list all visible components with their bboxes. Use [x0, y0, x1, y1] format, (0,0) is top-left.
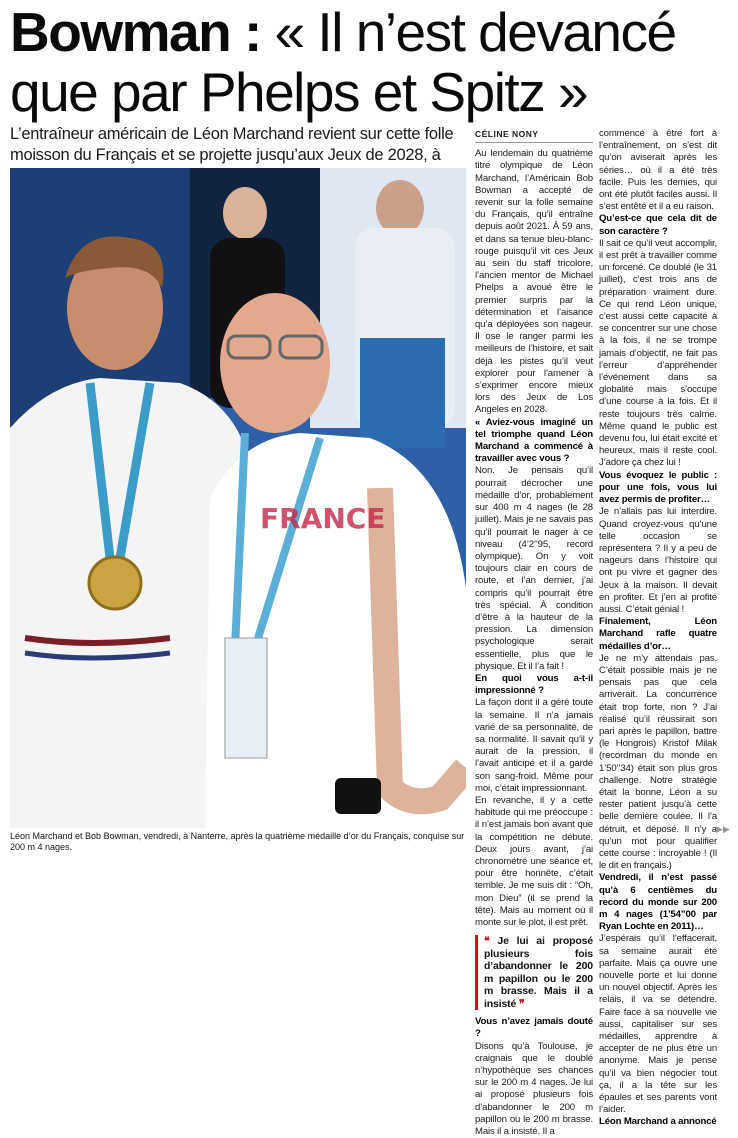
question: Vous n’avez jamais douté ?: [475, 1016, 593, 1040]
pull-quote-text: Je lui ai proposé plusieurs fois d’abandonner le 200 m papillon ou le 200 m brasse. Mais il a insisté: [484, 935, 593, 1010]
paragraph: Au lendemain du quatrième titre olympique de Léon Marchand, l’Américain Bob Bowman a accepté de revenir sur la folle semaine du Français, qu’il entraîne depuis août 2021. À 59 ans, et dans sa tenue bleu-blanc-rouge puisqu’il vit ces Jeux au sein du staff tricolore, l’ancien mentor de Michael Phelps a avoué être le premier surpris par la détermination et l’aisance qu’a déployées son nageur. Il ose le ranger parmi les meilleurs de l’histoire, et sait déjà les pistes qu’il veut explorer pour l’amener à s’exprimer encore mieux lors des Jeux de Los Angeles en 2028.: [475, 148, 593, 416]
open-quote-icon: ❝: [484, 935, 490, 948]
question: Finalement, Léon Marchand rafle quatre médailles d’or…: [599, 616, 717, 652]
headline-quote-line2: que par Phelps et Spitz »: [10, 61, 588, 123]
paragraph: Disons qu’à Toulouse, je craignais que le doublé n’hypothèque ses chances sur le 200 m 4 nages. Je lui ai proposé plusieurs fois d’abandonner le 200 m papillon ou le 200 m brasse. Mais il a insisté. Il a: [475, 1040, 593, 1138]
question: En quoi vous a-t-il impressionné ?: [475, 672, 593, 697]
question: Léon Marchand a annoncé: [599, 1116, 717, 1128]
paragraph: Il sait ce qu’il veut accomplir, il est prêt à travailler comme un forcené. Ce doublé (le 31 juillet), c’est trois ans de préparation vraiment dure. Ce qui rend Léon unique, c’est aussi cette capacité à se concentrer sur une chose à la fois, il ne se trompe jamais d’objectif, ne fait pas l’erreur d’appréhender l’événement dans sa globalité mais s’occupe d’une course à la fois. Et il reste toujours très calme. Même quand le public est devenu fou, lui était excité et heureux, mais il reste cool. J’adore ça chez lui !: [599, 237, 717, 469]
photo-caption: Léon Marchand et Bob Bowman, vendredi, à Nanterre, après la quatrième médaille d’or du Français, conquise sur 200 m 4 nages.: [10, 831, 465, 852]
question: Qu’est-ce que cela dit de son caractère ?: [599, 213, 717, 237]
question: Vendredi, il n’est passé qu’à 6 centièmes du record du monde sur 200 m 4 nages (1’54’’00 par Ryan Lochte en 2011)…: [599, 872, 717, 933]
headline: [10, 2, 735, 122]
pull-quote: [475, 935, 593, 1010]
headline-name: Bowman :: [10, 1, 261, 63]
paragraph: commencé à être fort à l’entraînement, on s’est dit qu’on aviserait après les séries… où il a été très facile. Puis les demies, qui ont été plutôt faciles aussi. Il s’est entêté et il a eu raison.: [599, 128, 717, 213]
paragraph: La façon dont il a géré toute la semaine. Il n’a jamais varié de sa personnalité, de sa normalité. Il savait qu’il y aurait de la pression, il l’avait anticipé et il a gardé son sang-froid. Même pour moi, c’était impressionnant.: [475, 697, 593, 794]
continue-arrow-icon[interactable]: ▶▶: [716, 824, 730, 834]
photo-illustration: [10, 168, 466, 828]
article-column-2: [599, 128, 717, 1129]
close-quote-icon: ❞: [519, 997, 525, 1010]
author-byline: CÉLINE NONY: [475, 128, 593, 143]
standfirst: L’entraîneur américain de Léon Marchand revient sur cette folle moisson du Français et se projette jusqu’aux Jeux de 2028, à: [10, 125, 454, 164]
question: « Aviez-vous imaginé un tel triomphe quand Léon Marchand a commencé à travailler avec vous ?: [475, 416, 593, 465]
shirt-badge-text: FRANCE: [260, 502, 386, 535]
paragraph: En revanche, il y a cette habitude qui me préoccupe : il n’est jamais bon avant que la compétition ne débute. Deux jours avant, j’ai chronométré une séance et, pour être honnête, c’était terrible. Je me suis dit : “Oh, mon Dieu” (il se prend la tête). Mais au moment où il monte sur le plot, il est prêt.: [475, 794, 593, 928]
article-photo: [10, 168, 466, 828]
question: Vous évoquez le public : pour une fois, vous lui avez permis de profiter…: [599, 469, 717, 506]
paragraph: J’espérais qu’il l’effacerait, sa semaine aurait été parfaite. Mais ça ouvre une nouvelle porte et lui donne un nouvel objectif. Après les relais, il va se détendre. Faire face à sa nouvelle vie aussi, capitaliser sur ses médailles, apprendre à accepter de ne plus être un anonyme. Mais je pense qu’il va bien négocier tout ça, il a la tête sur les épaules et ses parents vont l’aider.: [599, 933, 717, 1116]
paragraph: Je n’allais pas lui interdire. Quand croyez-vous qu’une telle occasion se représentera ? Il y a peu de nageurs dans l’histoire qui ont pu vivre et gagner des Jeux à la maison. Il devait en profiter. Et j’en ai profité aussi. C’était génial !: [599, 506, 717, 615]
paragraph: Je ne m’y attendais pas. C’était possible mais je ne pensais pas que cela arriverait. La concurrence était trop forte, non ? J’ai réalisé qu’il réussirait son pari après le papillon, battre (le Hongrois) Kristof Milak (recordman du monde en 1’50’’34) était son plus gros challenge. Notre stratégie était la bonne, Léon a su rester patient jusqu’à cette belle dernière coulée. Il l’a détruit, et déposé. Il n’y a qu’un mot pour qualifier cette course : incroyable ! (Il le dit en français.): [599, 652, 717, 872]
paragraph: Non. Je pensais qu’il pourrait décrocher une médaille d’or, probablement sur 400 m 4 nages (le 28 juillet). Mais je ne savais pas qu’il pourrait le nager à ce niveau (4’2’’95, record olympique). On y voit toujours clair en cours de route, et l’an dernier, j’ai compris qu’il pourrait être très spécial. À condition d’être à la hauteur de la pression. La dimension psychologique serait essentielle, plus que le physique. Et il l’a fait !: [475, 465, 593, 672]
article-column-1: [475, 128, 593, 1138]
headline-quote-line1: « Il n’est devancé: [260, 1, 676, 63]
